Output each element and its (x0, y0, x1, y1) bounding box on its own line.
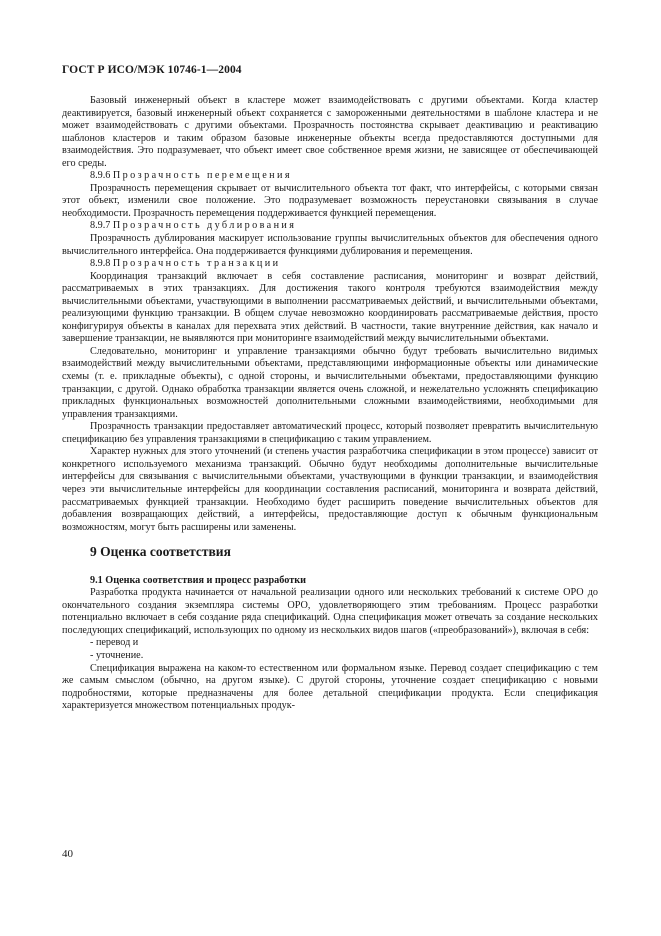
paragraph: Характер нужных для этого уточнений (и степень участия разработчика спецификации в этом процессе) зависит от конкретного используемого механизма транзакций. Обычно будут необходимы дополнительные вычислительные интерфейсы для связывания с вычислительными объектами, участвующими в функции транзакции, и взаимодействия через эти вычислительные интерфейсы для координации составления расписаний, мониторинга и возврата действий, рассматриваемых функцией транзакции. Необходимо будет расширить поведение вычислительных объектов для добавления возвращающих действий, а интерфейсы, предоставляющие доступ к обычным функциональным возможностям, могут быть расширены или заменены. (62, 446, 598, 533)
list-item: - уточнение. (90, 649, 144, 661)
section-title: Прозрачность перемещения (112, 170, 292, 182)
section-heading-8-9-8 (62, 258, 598, 271)
paragraph: Базовый инженерный объект в кластере может взаимодействовать с другими объектами. Когда кластер деактивируется, базовый инженерный объект сохраняется с замороженными деятельностями в шаблоне кластера и не может взаимодействовать с другими объектами. Прозрачность постоянства скрывает деактивацию и реактивацию шаблонов кластеров и таким образом базовые инженерные объекты всегда предоставляются доступными для взаимодействия. Это подразумевает, что объект имеет свое собственное время жизни, не зависящее от обеспечивающей его среды. (62, 95, 598, 169)
document-header: ГОСТ Р ИСО/МЭК 10746-1—2004 (62, 64, 242, 76)
paragraph: Прозрачность дублирования маскирует использование группы вычислительных объектов для обеспечения одного вычислительного интерфейса. Она поддерживается функциями дублирования и перемещения. (62, 233, 598, 257)
paragraph: Разработка продукта начинается от начальной реализации одного или нескольких требований к системе ОРО до окончательного создания экземпляра системы ОРО, удовлетворяющего этим требованиям. Процесс разработки потенциально включает в себя создание ряда спецификаций. Одна спецификация может отвечать за создание нескольких последующих спецификаций, использующих по одному из нескольких видов шагов («преобразований»), включая в себя: (62, 587, 598, 636)
section-title: Прозрачность транзакции (112, 258, 281, 270)
paragraph: Прозрачность транзакции предоставляет автоматический процесс, который позволяет превратить вычислительную спецификацию без управления транзакциями в спецификацию с таким управлением. (62, 421, 598, 445)
paragraph: Следовательно, мониторинг и управление транзакциями обычно будут требовать вычислительно видимых взаимодействий между вычислительными объектами, представляющими информационные объекты или динамические схемы (т. е. прикладные объекты), с одной стороны, и вычислительными объектами, предоставляющими функцию транзакции, с другой. Однако обработка транзакции является очень сложной, и нежелательно усложнять спецификацию прикладных функциональных возможностей дополнительными сложными взаимодействиями, необходимыми для управления транзакциями. (62, 345, 598, 420)
document-body (62, 95, 598, 713)
section-number: 8.9.6 (90, 170, 111, 182)
section-number: 8.9.7 (90, 220, 111, 232)
section-heading-8-9-7 (62, 220, 598, 233)
section-number: 8.9.8 (90, 258, 111, 270)
section-title: Прозрачность дублирования (112, 220, 297, 232)
chapter-heading: 9 Оценка соответствия (90, 544, 231, 560)
paragraph: Прозрачность перемещения скрывает от вычислительного объекта тот факт, что интерфейсы, с которыми связан этот объект, изменили свое положение. Это подразумевает возможность переустановки связывания в случае необходимости. Прозрачность перемещения поддерживается функцией перемещения. (62, 182, 598, 219)
paragraph: Координация транзакций включает в себя составление расписания, мониторинг и возврат действий, рассматриваемых в этих транзакциях. Для достижения такого контроля требуются взаимодействия между вычислительными объектами, участвующими в выполнении рассматриваемых действий, и вычислительными объектами, реализующими функцию транзакции. В общем случае невозможно координировать рассматриваемые действия, просто конфигурируя объекты в каналах для перехвата этих действий. В частности, такие внутренние действия, как начало и завершение транзакции, не выявляются при мониторинге взаимодействий между вычислительными объектами. (62, 270, 598, 345)
page-number: 40 (62, 848, 73, 860)
list-item: - перевод и (90, 637, 139, 649)
section-heading-8-9-6 (62, 170, 598, 183)
paragraph: Спецификация выражена на каком-то естественном или формальном языке. Перевод создает спецификацию с тем же самым смыслом (обычно, на другом языке). С другой стороны, уточнение создает спецификацию с новыми подробностями, которые предназначены для более детальной спецификации продукта. Если спецификация характеризуется множеством потенциальных продук- (62, 662, 598, 712)
subsection-heading: 9.1 Оценка соответствия и процесс разработки (90, 574, 306, 586)
